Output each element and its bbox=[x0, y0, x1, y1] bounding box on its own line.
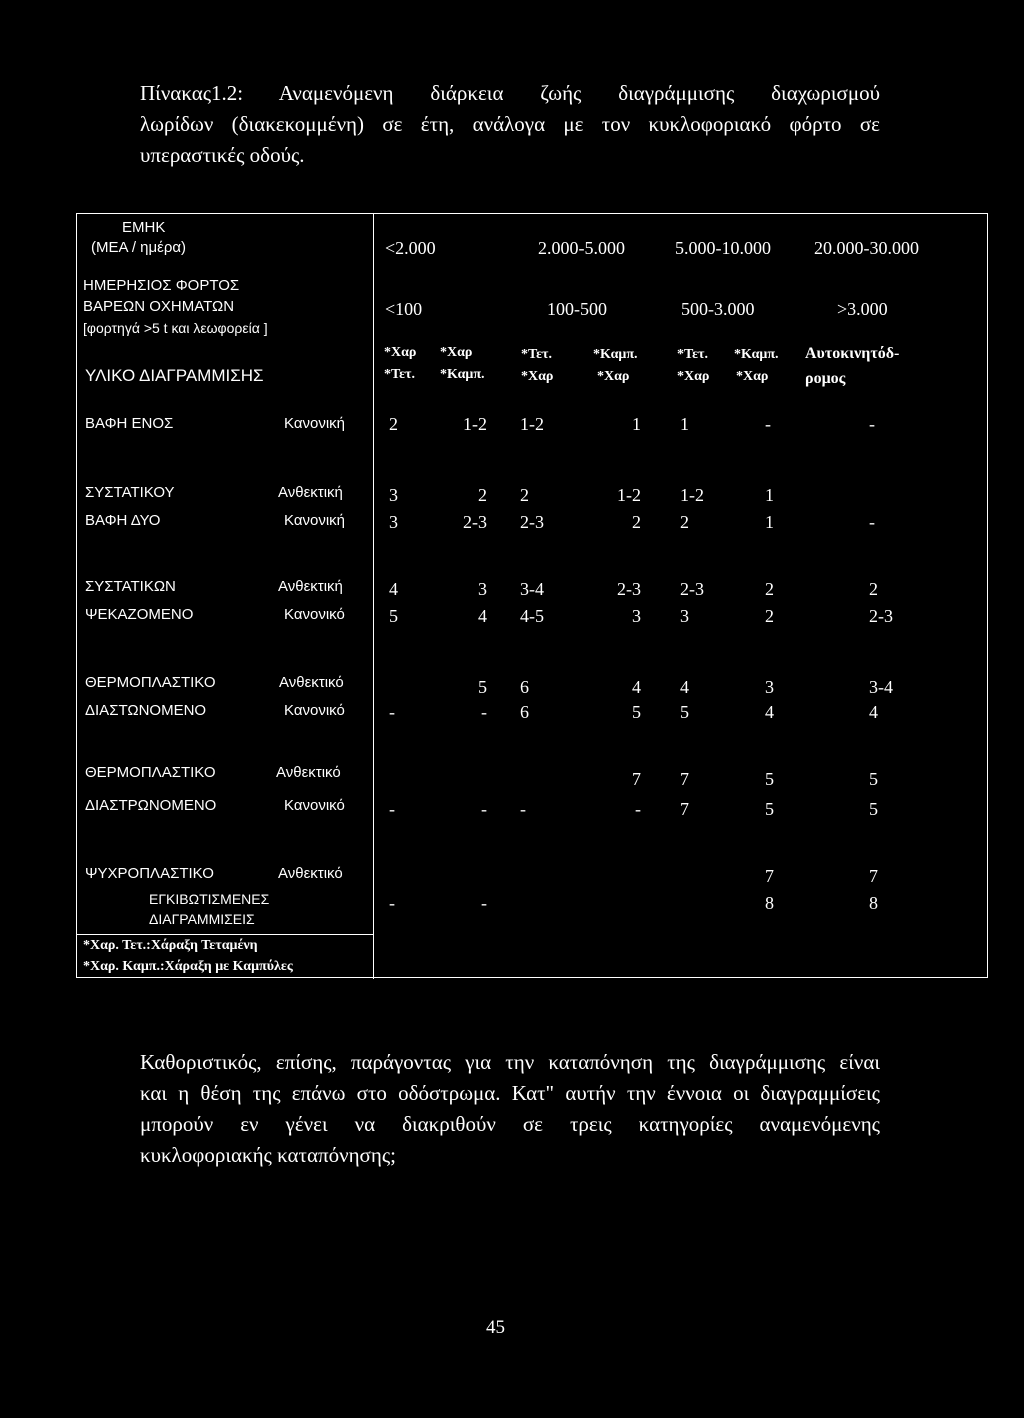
value-cell: - bbox=[481, 702, 487, 722]
body-paragraph bbox=[140, 1047, 880, 1171]
emhk-unit-label: (ΜΕΑ / ημέρα) bbox=[91, 239, 187, 256]
row-material-name-cont: ΔΙΑΓΡΑΜΜΙΣΕΙΣ bbox=[149, 911, 255, 927]
value-cell: 5 bbox=[632, 702, 641, 722]
footnote: *Χαρ. Τετ.:Χάραξη Τεταμένη bbox=[83, 938, 258, 953]
value-cell: 2 bbox=[632, 512, 641, 532]
table-divider bbox=[77, 934, 373, 935]
value-cell: 1 bbox=[680, 414, 689, 434]
sub-header: *Χαρ bbox=[384, 345, 417, 360]
value-cell: - bbox=[869, 414, 875, 434]
sub-header: *Καμπ. bbox=[593, 347, 638, 362]
value-cell: 5 bbox=[765, 799, 774, 819]
sub-header: *Τετ. bbox=[521, 347, 553, 362]
sub-header: *Τετ. bbox=[677, 347, 709, 362]
row-material-name: ΔΙΑΣΤΡΩΝΟΜΕΝΟ bbox=[85, 797, 217, 814]
value-cell: - bbox=[869, 512, 875, 532]
value-cell: 2 bbox=[520, 485, 529, 505]
value-cell: 2 bbox=[765, 606, 774, 626]
sub-header: Αυτοκινητόδ- bbox=[805, 345, 900, 362]
caption-line: λωρίδων (διακεκομμένη) σε έτη, ανάλογα με τον κυκλοφοριακό φόρτο σε bbox=[140, 112, 880, 136]
value-cell: 3 bbox=[680, 606, 689, 626]
heavy-load-value: >3.000 bbox=[837, 299, 888, 319]
value-cell: 2 bbox=[478, 485, 487, 505]
heavy-load-value: 100-500 bbox=[547, 299, 607, 319]
value-cell: - bbox=[389, 799, 395, 819]
value-cell: 5 bbox=[765, 769, 774, 789]
paragraph-line: μπορούν εν γένει να διακριθούν σε τρεις κατηγορίες αναμενόμενης bbox=[140, 1112, 880, 1136]
heavy-load-value: 500-3.000 bbox=[681, 299, 755, 319]
value-cell: 4 bbox=[765, 702, 774, 722]
footnote: *Χαρ. Καμπ.:Χάραξη με Καμπύλες bbox=[83, 959, 293, 974]
value-cell: 3 bbox=[632, 606, 641, 626]
value-cell: - bbox=[389, 893, 395, 913]
row-material-type: Κανονικό bbox=[284, 606, 345, 623]
value-cell: 4 bbox=[632, 677, 641, 697]
row-material-type: Κανονική bbox=[284, 512, 346, 529]
value-cell: 7 bbox=[680, 769, 689, 789]
sub-header: *Χαρ bbox=[677, 369, 710, 384]
sub-header: *Καμπ. bbox=[440, 367, 485, 382]
value-cell: 3 bbox=[389, 512, 398, 532]
sub-header: *Τετ. bbox=[384, 367, 416, 382]
value-cell: 2-3 bbox=[617, 579, 641, 599]
value-cell: - bbox=[481, 799, 487, 819]
lifetime-table bbox=[76, 213, 988, 978]
row-material-type: Ανθεκτικό bbox=[279, 674, 344, 691]
value-cell: - bbox=[520, 799, 526, 819]
value-cell: 6 bbox=[520, 677, 529, 697]
sub-header: *Χαρ bbox=[521, 369, 554, 384]
row-material-name: ΨΕΚΑΖΟΜΕΝΟ bbox=[85, 606, 194, 623]
value-cell: 2-3 bbox=[869, 606, 893, 626]
row-material-name: ΒΑΦΗ ΕΝΟΣ bbox=[85, 415, 174, 432]
emhk-value: <2.000 bbox=[385, 238, 436, 258]
value-cell: 1-2 bbox=[617, 485, 641, 505]
value-cell: 4 bbox=[478, 606, 487, 626]
table-divider bbox=[373, 214, 374, 979]
value-cell: 3-4 bbox=[520, 579, 544, 599]
value-cell: 6 bbox=[520, 702, 529, 722]
sub-header: ρομος bbox=[805, 370, 846, 387]
row-material-type: Ανθεκτικό bbox=[276, 764, 341, 781]
row-material-type: Κανονική bbox=[284, 415, 346, 432]
emhk-label: ΕΜΗΚ bbox=[122, 219, 166, 236]
paragraph-line: και η θέση της επάνω στο οδόστρωμα. Κατ" αυτήν την έννοια οι διαγραμμίσεις bbox=[140, 1081, 880, 1105]
value-cell: 3 bbox=[765, 677, 774, 697]
value-cell: 2 bbox=[680, 512, 689, 532]
value-cell: 2-3 bbox=[463, 512, 487, 532]
caption-line: υπεραστικές οδούς. bbox=[140, 143, 305, 167]
value-cell: 2 bbox=[389, 414, 398, 434]
sub-header: *Καμπ. bbox=[734, 347, 779, 362]
value-cell: 7 bbox=[869, 866, 878, 886]
value-cell: 5 bbox=[869, 769, 878, 789]
row-material-type: Ανθεκτική bbox=[278, 578, 343, 595]
emhk-value: 20.000-30.000 bbox=[814, 238, 919, 258]
value-cell: 5 bbox=[869, 799, 878, 819]
sub-header: *Χαρ bbox=[440, 345, 473, 360]
value-cell: 1-2 bbox=[463, 414, 487, 434]
heavy-load-label: ΗΜΕΡΗΣΙΟΣ ΦΟΡΤΟΣ bbox=[83, 277, 240, 294]
value-cell: 4-5 bbox=[520, 606, 544, 626]
sub-header: *Χαρ bbox=[736, 369, 769, 384]
row-material-name: ΕΓΚΙΒΩΤΙΣΜΕΝΕΣ bbox=[149, 891, 270, 907]
row-material-type: Ανθεκτική bbox=[278, 484, 343, 501]
material-label: ΥΛΙΚΟ ΔΙΑΓΡΑΜΜΙΣΗΣ bbox=[85, 366, 264, 385]
value-cell: - bbox=[481, 893, 487, 913]
row-material-name: ΘΕΡΜΟΠΛΑΣΤΙΚΟ bbox=[85, 764, 216, 781]
value-cell: 5 bbox=[389, 606, 398, 626]
value-cell: 2 bbox=[869, 579, 878, 599]
value-cell: 3 bbox=[389, 485, 398, 505]
emhk-value: 5.000-10.000 bbox=[675, 238, 771, 258]
sub-header: *Χαρ bbox=[597, 369, 630, 384]
row-material-name: ΣΥΣΤΑΤΙΚΩΝ bbox=[85, 578, 176, 595]
value-cell: 4 bbox=[869, 702, 878, 722]
value-cell: 7 bbox=[632, 769, 641, 789]
value-cell: 1-2 bbox=[520, 414, 544, 434]
page-number: 45 bbox=[486, 1317, 505, 1338]
row-material-name: ΒΑΦΗ ΔΥΟ bbox=[85, 512, 161, 529]
value-cell: - bbox=[635, 799, 641, 819]
value-cell: 4 bbox=[389, 579, 398, 599]
row-material-type: Κανονικό bbox=[284, 797, 345, 814]
value-cell: 2-3 bbox=[520, 512, 544, 532]
value-cell: 4 bbox=[680, 677, 689, 697]
value-cell: 3-4 bbox=[869, 677, 893, 697]
heavy-load-label: ΒΑΡΕΩΝ ΟΧΗΜΑΤΩΝ bbox=[83, 298, 235, 315]
paragraph-line: Καθοριστικός, επίσης, παράγοντας για την καταπόνηση της διαγράμμισης είναι bbox=[140, 1050, 880, 1074]
caption-line: Πίνακας1.2: Αναμενόμενη διάρκεια ζωής διαγράμμισης διαχωρισμού bbox=[140, 81, 880, 105]
value-cell: 8 bbox=[869, 893, 878, 913]
value-cell: 1 bbox=[632, 414, 641, 434]
value-cell: 7 bbox=[765, 866, 774, 886]
paragraph-line: κυκλοφοριακής καταπόνησης; bbox=[140, 1143, 396, 1167]
value-cell: 5 bbox=[680, 702, 689, 722]
value-cell: 1-2 bbox=[680, 485, 704, 505]
row-material-name: ΣΥΣΤΑΤΙΚΟΥ bbox=[85, 484, 175, 501]
value-cell: 7 bbox=[680, 799, 689, 819]
value-cell: 3 bbox=[478, 579, 487, 599]
row-material-name: ΔΙΑΣΤΩΝΟΜΕΝΟ bbox=[85, 702, 207, 719]
heavy-load-value: <100 bbox=[385, 299, 423, 319]
value-cell: 8 bbox=[765, 893, 774, 913]
row-material-type: Ανθεκτικό bbox=[278, 865, 343, 882]
row-material-name: ΨΥΧΡΟΠΛΑΣΤΙΚΟ bbox=[85, 865, 214, 882]
value-cell: 2 bbox=[765, 579, 774, 599]
value-cell: - bbox=[765, 414, 771, 434]
value-cell: 1 bbox=[765, 485, 774, 505]
value-cell: - bbox=[389, 702, 395, 722]
value-cell: 2-3 bbox=[680, 579, 704, 599]
row-material-name: ΘΕΡΜΟΠΛΑΣΤΙΚΟ bbox=[85, 674, 216, 691]
emhk-value: 2.000-5.000 bbox=[538, 238, 625, 258]
heavy-load-note: [φορτηγά >5 t και λεωφορεία ] bbox=[83, 320, 268, 336]
value-cell: 5 bbox=[478, 677, 487, 697]
row-material-type: Κανονικό bbox=[284, 702, 345, 719]
table-caption bbox=[140, 78, 880, 171]
value-cell: 1 bbox=[765, 512, 774, 532]
